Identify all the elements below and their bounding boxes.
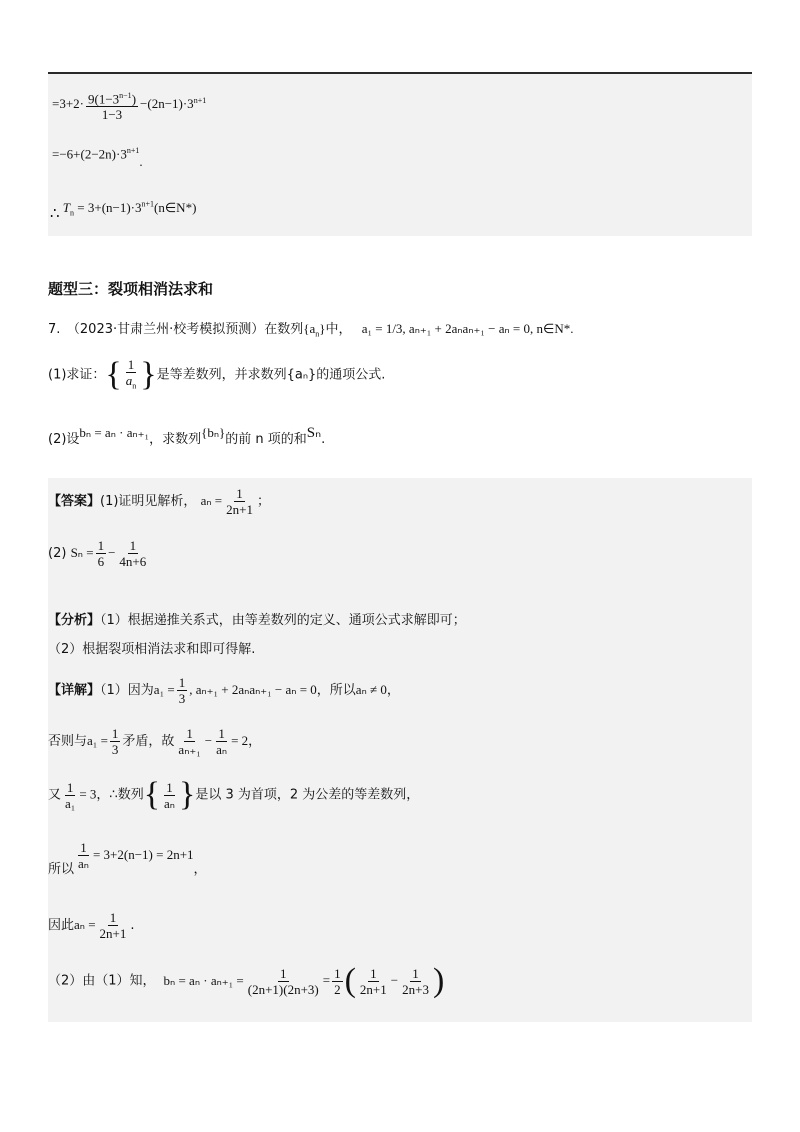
period: . — [321, 432, 326, 447]
sum-step-line-2 — [52, 146, 143, 170]
fraction: $\frac{1}{\text{a₁}}$ — [65, 779, 76, 811]
exponent: n−1 — [119, 91, 132, 100]
fraction: $\frac{1}{3}$ — [178, 675, 186, 706]
fraction — [86, 88, 138, 122]
analysis-text: （2）根据裂项相消法求和即可得解. — [48, 642, 256, 657]
text: ，所以 — [316, 683, 356, 698]
math: a₁ = — [153, 682, 175, 697]
fraction: $\frac{1}{2n+1}$ — [226, 486, 253, 517]
text: 因此 — [48, 918, 75, 933]
part-label: (2)设 — [48, 432, 80, 447]
sum-result-line — [50, 198, 197, 222]
problem-condition: a₁ = 1/3, aₙ₊₁ + 2aₙaₙ₊₁ − aₙ = 0, n∈N*. — [361, 321, 574, 336]
part-label: (1)求证： — [48, 367, 106, 383]
fraction: $\frac{1}{\text{aₙ}}$ — [216, 726, 228, 757]
fraction: $\frac{1}{2}$ — [334, 965, 341, 997]
fraction: $\frac{1}{\text{aₙ₊₁}}$ — [178, 726, 201, 757]
subscript: n — [70, 208, 75, 218]
math: , aₙ₊₁ + 2aₙaₙ₊₁ − aₙ = 0 — [189, 682, 317, 697]
sequence-bn: {bₙ} — [201, 425, 226, 440]
fraction: $\frac{1}{4n+6}$ — [119, 538, 147, 569]
bn-definition: bₙ = aₙ · aₙ₊₁ — [79, 425, 150, 440]
minus: − — [204, 733, 213, 748]
text: 矛盾，故 — [122, 734, 175, 749]
answer-label: 【答案】 — [48, 494, 101, 509]
detail-line-6: （2）由（1）知， bₙ = aₙ · aₙ₊₁ = $\frac{1}{(2n+1)(2n+3)}$ = $\frac{1}{2}$ ( $\frac{1}{2n+1}$ − $\frac{1}{2n+3}$ ) — [48, 962, 445, 999]
detail-line-2 — [48, 726, 261, 757]
problem-statement — [48, 318, 573, 339]
fraction: $\frac{1}{(2n+1)(2n+3)}$ — [247, 965, 319, 997]
an-lhs: aₙ = — [200, 493, 223, 508]
analysis-line-1 — [48, 609, 466, 628]
math: bₙ = aₙ · aₙ₊₁ = — [163, 972, 244, 988]
answer-line-1 — [48, 486, 270, 517]
paren: ) — [131, 91, 137, 107]
therefore-symbol: ∴ — [50, 206, 60, 222]
step-text: =−6+(2−2n)·3 — [52, 146, 127, 162]
text: 又 — [48, 787, 62, 803]
punct: ； — [256, 494, 270, 509]
answer-line-2 — [48, 538, 150, 569]
fraction: $\frac{1}{3}$ — [111, 726, 119, 757]
domain-text: (n∈N*) — [154, 200, 197, 215]
math: = 3+2(n−1) = 2n+1 — [92, 847, 194, 862]
analysis-label: 【分析】 — [48, 613, 101, 628]
text: （2）由（1）知， — [48, 973, 156, 989]
part-text: 是等差数列，并求数列{aₙ}的通项公式. — [156, 367, 386, 383]
fraction: $\frac{1}{\text{aₙ}}$ — [78, 840, 89, 871]
math: aₙ = — [74, 917, 96, 932]
problem-source: 7. （2023·甘肃兰州·校考模拟预测）在数列 — [48, 322, 304, 337]
frac-num: 9(1−3 — [88, 91, 120, 107]
frac-den: 1−3 — [101, 107, 123, 123]
sum-step-line-1 — [52, 88, 206, 122]
minus: − — [108, 545, 116, 560]
step-text: −(2n−1)·3 — [140, 96, 194, 112]
punct: ， — [193, 862, 207, 877]
part-label: (2) — [48, 546, 67, 561]
text: 中， — [325, 322, 352, 337]
sn-lhs: Sₙ = — [70, 545, 94, 560]
fraction: $\frac{1}{a_n}$ — [125, 356, 137, 391]
tn-symbol: T — [62, 200, 71, 215]
problem-part-1: (1)求证：{ $\frac{1}{a_n}$ }是等差数列，并求数列{aₙ}的通项公式. — [48, 356, 386, 393]
detail-line-3: 又 $\frac{1}{\text{a₁}}$ = 3，∴数列{ $\frac{1}{\text{aₙ}}$ }是以 3 为首项，2 为公差的等差数列， — [48, 776, 420, 813]
answer-text: (1)证明见解析， — [100, 494, 197, 509]
period: . — [130, 918, 135, 933]
section-heading: 题型三：裂项相消法求和 — [48, 280, 214, 298]
math: = — [322, 972, 331, 988]
punct: ， — [386, 683, 400, 698]
problem-part-2 — [48, 425, 326, 448]
math: aₙ ≠ 0 — [355, 682, 387, 697]
detail-line-1 — [48, 675, 400, 706]
text: 所以 — [48, 862, 75, 877]
text: （1）因为 — [100, 683, 154, 698]
fraction: $\frac{1}{2n+1}$ — [99, 910, 127, 941]
sn-symbol: Sₙ — [306, 425, 322, 441]
math: = 3 — [79, 786, 97, 802]
exponent: n+1 — [141, 199, 155, 209]
step-text: = 3+(n−1)·3 — [74, 200, 142, 215]
text: 否则与 — [48, 734, 88, 749]
analysis-line-2 — [48, 638, 255, 657]
detail-line-4 — [48, 840, 207, 877]
exponent: n+1 — [126, 146, 140, 155]
text: ，∴数列 — [96, 787, 144, 803]
text: 是以 3 为首项，2 为公差的等差数列， — [195, 787, 420, 803]
minus: − — [390, 972, 399, 988]
exponent: n+1 — [193, 95, 207, 105]
punct: ， — [248, 734, 262, 749]
text: ，求数列 — [149, 432, 202, 447]
fraction: $\frac{1}{2n+1}$ — [359, 965, 387, 997]
detail-line-5 — [48, 910, 135, 941]
step-text: =3+2· — [52, 96, 84, 112]
period: . — [139, 154, 143, 170]
analysis-text: （1）根据递推关系式，由等差数列的定义、通项公式求解即可； — [100, 613, 466, 628]
math: = 2 — [231, 733, 249, 748]
fraction: $\frac{1}{2n+3}$ — [402, 965, 429, 997]
sequence-an: $\{a_n\}$ — [303, 321, 326, 339]
fraction: $\frac{1}{\text{aₙ}}$ — [164, 779, 175, 811]
math: a₁ = — [87, 733, 108, 748]
fraction: $\frac{1}{6}$ — [97, 538, 105, 569]
detail-label: 【详解】 — [48, 683, 101, 698]
text: 的前 n 项的和 — [225, 432, 307, 447]
